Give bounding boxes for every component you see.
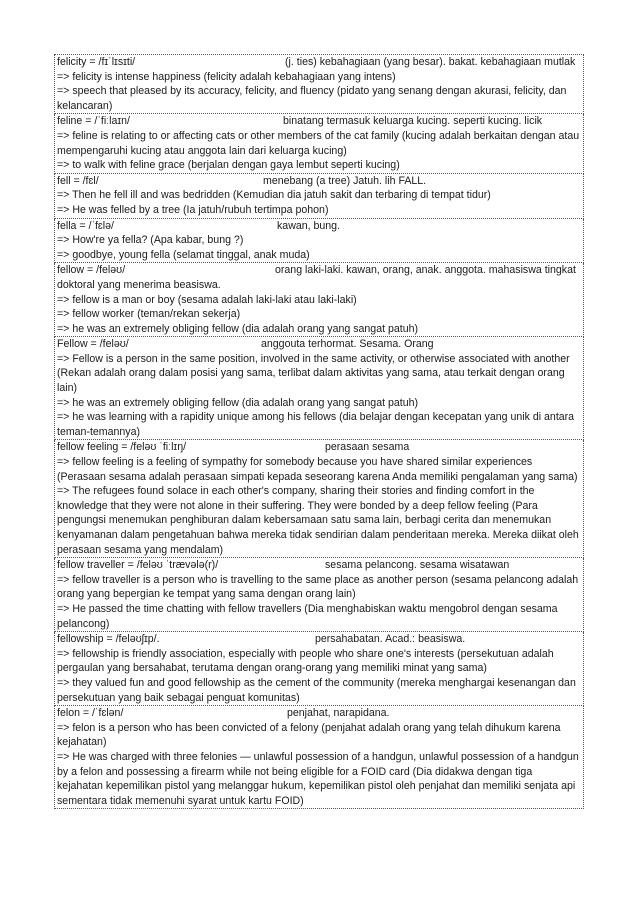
example-line: => speech that pleased by its accuracy, felicity, and fluency (pidato yang senang dengan akurasi, felicity, dan kelancaran) (57, 85, 567, 112)
entry-fellow-capital (54, 337, 584, 440)
example-line: => Then he fell ill and was bedridden (Kemudian dia jatuh sakit dan terbaring di tempat tidur) (57, 189, 491, 202)
entry-heading (57, 114, 581, 129)
entry-heading (57, 337, 581, 352)
entry-heading (57, 263, 581, 292)
definition: sesama pelancong. sesama wisatawan (325, 559, 510, 572)
headword: fellow traveller = /feləʊ ˈtrævələ(r)/ (57, 559, 219, 572)
headword: fella = /ˈfɛlə/ (57, 219, 114, 232)
headword: fell = /fɛl/ (57, 174, 99, 187)
example-line: => The refugees found solace in each other's company, sharing their stories and finding comfort in the knowledge that they were not alone in their suffering. They were bonded by a deep fellow feeling (Para pengungsi menemukan penghiburan dalam kebersamaan satu sama lain, berbagi cerita dan menemukan kenyamanan dalam pengetahuan bahwa mereka tidak sendirian dalam penderitaan mereka. Mereka diikat oleh perasaan sesama yang mendalam) (57, 485, 579, 556)
entry-fella (54, 219, 584, 264)
example-line: => they valued fun and good fellowship as the cement of the community (mereka menghargai kesenangan dan persekutuan yang baik sebagai penguat komunitas) (57, 676, 576, 704)
definition: perasaan sesama (325, 441, 410, 454)
entry-fellow (54, 263, 584, 337)
example-line: => he was learning with a rapidity unique among his fellows (dia belajar dengan kecepatan yang unik di antara teman-temannya) (57, 411, 575, 438)
entry-heading (57, 632, 581, 647)
entry-feline (54, 114, 584, 173)
entry-heading (57, 558, 581, 573)
example-line: => fellow worker (teman/rekan sekerja) (57, 308, 241, 321)
entry-heading (57, 706, 581, 721)
example-line: => felicity is intense happiness (felicity adalah kebahagiaan yang intens) (57, 70, 396, 83)
example-line: => How're ya fella? (Apa kabar, bung ?) (57, 234, 244, 247)
entry-heading (57, 174, 581, 189)
example-line: => he was an extremely obliging fellow (dia adalah orang yang sangat patuh) (57, 322, 419, 335)
entry-heading (57, 219, 581, 234)
example-line: => fellow feeling is a feeling of sympathy for somebody because you have shared similar experiences (Perasaan sesama adalah perasaan simpati kepada seseorang karena Anda memiliki pengalaman yang sama) (57, 456, 578, 483)
entry-fell (54, 174, 584, 219)
example-line: => felon is a person who has been convicted of a felony (penjahat adalah orang yang telah dihukum karena kejahatan) (57, 721, 561, 749)
example-line: => He passed the time chatting with fellow travellers (Dia menghabiskan waktu mengobrol dengan sesama pelancong) (57, 602, 558, 630)
headword: feline = /ˈfiːlaɪn/ (57, 115, 130, 128)
entry-felon (54, 706, 584, 809)
example-line: => fellowship is friendly association, especially with people who share one's interests (persekutuan adalah pergaulan yang bersahabat, terutama dengan orang-orang yang memiliki minat yang sama) (57, 647, 554, 675)
headword: fellow = /feləʊ/ (57, 264, 126, 277)
headword: Fellow = /feləʊ/ (57, 338, 129, 351)
example-line: => feline is relating to or affecting cats or other members of the cat family (kucing adalah berkaitan dengan atau mempengaruhi kucing atau anggota lain dari keluarga kucing) (57, 129, 580, 157)
example-line: => He was felled by a tree (Ia jatuh/rubuh tertimpa pohon) (57, 203, 329, 216)
example-line: => Fellow is a person in the same position, involved in the same activity, or otherwise associated with another (Rekan adalah orang dalam posisi yang sama, terlibat dalam aktivitas yang sama, atau terkait dengan orang lain) (57, 352, 570, 395)
entry-fellow-traveller (54, 558, 584, 632)
definition: persahabatan. Acad.: beasiswa. (315, 633, 466, 646)
entry-felicity (54, 54, 584, 114)
entry-heading (57, 55, 581, 70)
definition: orang laki-laki. kawan, orang, anak. anggota. mahasiswa tingkat doktoral yang menerima beasiswa. (57, 264, 576, 291)
example-line: => He was charged with three felonies — unlawful possession of a handgun, unlawful possession of a handgun by a felon and possessing a firearm while not being eligible for a FOID card (Dia didakwa dengan tiga kejahatan kepemilikan pistol yang melanggar hukum, kepemilikan pistol oleh penjahat dan memiliki senjata api sementara tidak memenuhi syarat untuk kartu FOID) (57, 750, 579, 807)
definition: binatang termasuk keluarga kucing. seperti kucing. licik (283, 115, 543, 128)
headword: fellow feeling = /feləʊ ˈfiːlɪŋ/ (57, 441, 187, 454)
example-line: => goodbye, young fella (selamat tinggal, anak muda) (57, 248, 310, 261)
entry-fellow-feeling (54, 440, 584, 558)
definition: kawan, bung. (277, 219, 341, 232)
headword: felicity = /fɪˈlɪsɪti/ (57, 56, 136, 68)
entry-fellowship (54, 632, 584, 706)
definition: menebang (a tree) Jatuh. lih FALL. (263, 174, 427, 187)
entry-heading (57, 440, 581, 455)
definition: penjahat, narapidana. (287, 707, 390, 720)
definition: anggouta terhormat. Sesama. Orang (261, 338, 434, 351)
example-line: => he was an extremely obliging fellow (dia adalah orang yang sangat patuh) (57, 396, 419, 409)
example-line: => fellow traveller is a person who is travelling to the same place as another person (sesama pelancong adalah orang yang bepergian ke tempat yang sama dengan orang lain) (57, 573, 579, 601)
headword: felon = /ˈfɛlən/ (57, 707, 124, 720)
example-line: => fellow is a man or boy (sesama adalah laki-laki atau laki-laki) (57, 293, 357, 306)
definition: (j. ties) kebahagiaan (yang besar). bakat. kebahagiaan mutlak (285, 56, 576, 68)
dictionary-page (54, 54, 584, 809)
example-line: => to walk with feline grace (berjalan dengan gaya lembut seperti kucing) (57, 159, 400, 172)
headword: fellowship = /feləʊʃɪp/. (57, 633, 160, 646)
